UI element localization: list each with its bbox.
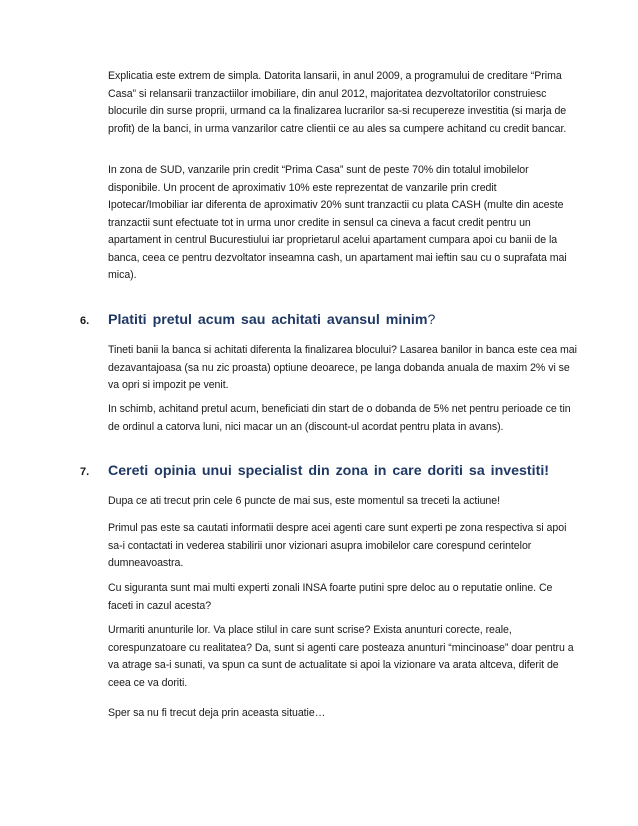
heading-7 bbox=[80, 463, 580, 479]
heading-tail: ? bbox=[427, 312, 436, 328]
paragraph-dezvoltatori: Explicatia este extrem de simpla. Datorita lansarii, in anul 2009, a programului de creditare “Prima Casa” si relansarii tranzactiilor imobiliare, din anul 2012, majoritatea dezvoltatorilor construiesc blocurile din surse proprii, urmand ca la finalizarea lucrarilor sa-si recupereze investitia (si marja de profit) de la banci, in urma vanzarilor catre clientii ce au ales sa cumpere achitand cu credit bancar. bbox=[108, 70, 567, 135]
heading-title: Platiti pretul acum sau achitati avansul minim bbox=[108, 312, 428, 328]
paragraph-situatie: Sper sa nu fi trecut deja prin aceasta situatie… bbox=[108, 707, 326, 719]
paragraph-primul-pas: Primul pas este sa cautati informatii despre acei agenti care sunt experti pe zona respectiva si apoi sa-i contactati in vederea stabilirii unor vizionari asupra imobilelor care corespund cerintelor dumneavoastra. bbox=[108, 522, 567, 569]
paragraph-actiune: Dupa ce ati trecut prin cele 6 puncte de mai sus, este momentul sa treceti la actiune! bbox=[108, 495, 500, 507]
heading-number: 6. bbox=[80, 315, 90, 327]
paragraph-zona-sud: In zona de SUD, vanzarile prin credit “Prima Casa” sunt de peste 70% din totalul imobilelor disponibile. Un procent de aproximativ 10% este reprezentat de vanzarile prin credit Ipotecar/Imobiliar iar diferenta de aproximativ 20% sunt tranzactii cu plata CASH (multe din aceste tranzactii sunt efectuate tot in urma unor credite in sensul ca cineva a facut credit pentru un apartament in centrul Bucurestiului iar proprietarul acelui apartament cumpara apoi cu banii de la banca, ceea ce pentru dezvoltator inseamna cash, un apartament mai ieftin sau cu o suprafata mai mica). bbox=[108, 164, 567, 281]
heading-number: 7. bbox=[80, 466, 90, 478]
paragraph-experti-zonali: Cu siguranta sunt mai multi experti zonali INSA foarte putini spre deloc au o reputatie online. Ce faceti in cazul acesta? bbox=[108, 582, 553, 612]
heading-6 bbox=[80, 312, 580, 328]
paragraph-in-schimb: In schimb, achitand pretul acum, beneficiati din start de o dobanda de 5% net pentru perioade ce tin de ordinul a catorva luni, nici macar un an (discount-ul acordat pentru plata in avans). bbox=[108, 403, 571, 433]
paragraph-banii-banca: Tineti banii la banca si achitati diferenta la finalizarea blocului? Lasarea banilor in banca este cea mai dezavantajoasa (sa nu zic proasta) optiune deoarece, pe langa dobanda anuala de maxim 2% vi se va opri si impozit pe venit. bbox=[108, 344, 577, 391]
paragraph-anunturi: Urmariti anunturile lor. Va place stilul in care sunt scrise? Exista anunturi corecte, reale, corespunzatoare cu realitatea? Da, sunt si agenti care posteaza anunturi “mincinoase” doar pentru a va atrage sa-i sunati, va spun ca sunt de actualitate si apoi la vizionare va arata altceva, diferit de ceea ce va doriti. bbox=[108, 624, 574, 689]
heading-title: Cereti opinia unui specialist din zona in care doriti sa investiti! bbox=[108, 463, 549, 479]
